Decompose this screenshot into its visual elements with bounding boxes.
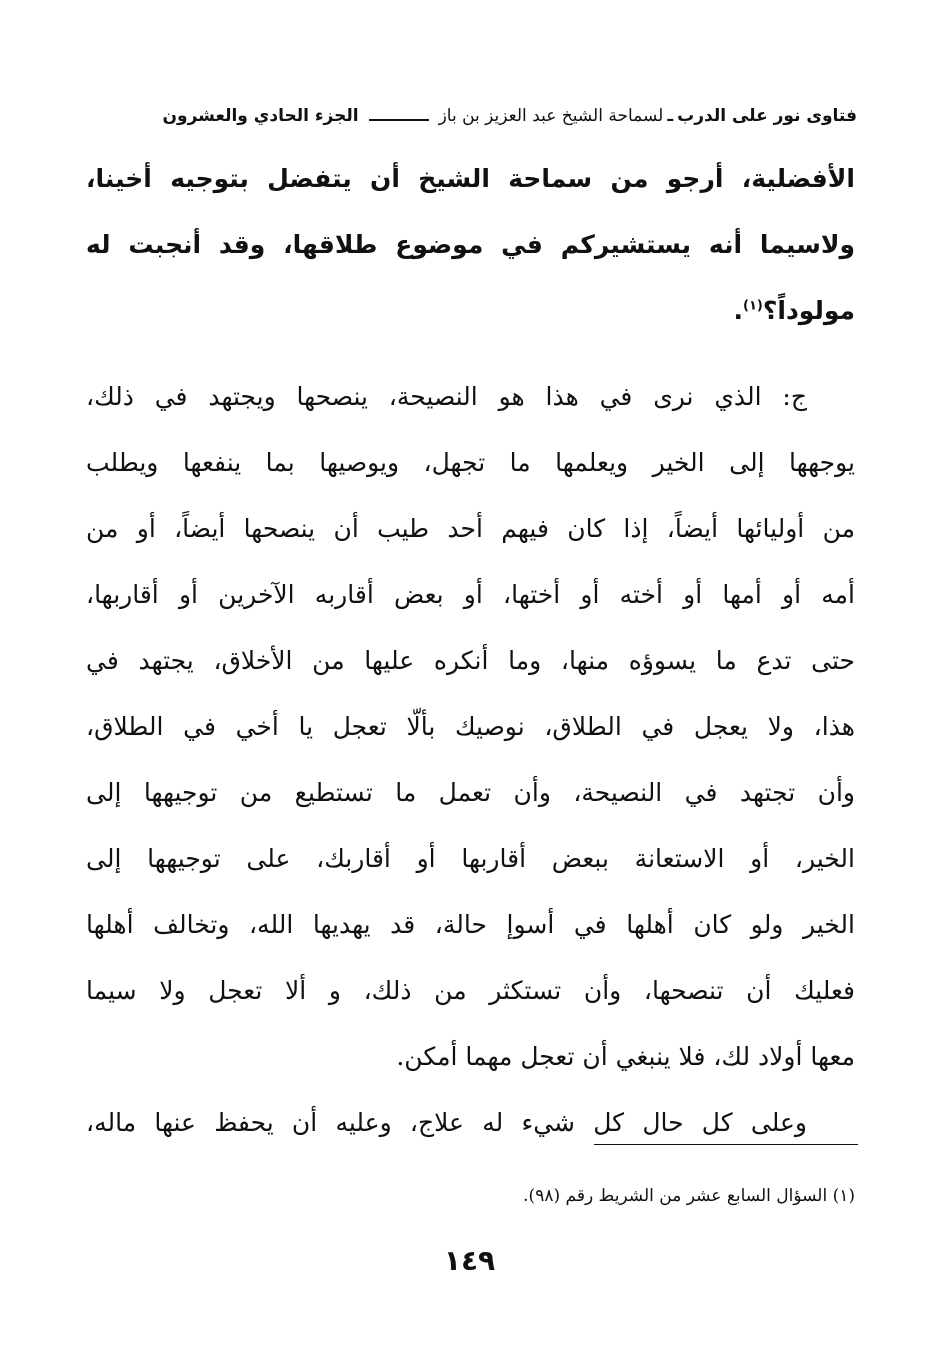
answer-line: حتى تدع ما يسوؤه منها، وما أنكره عليها من الأخلاق، يجتهد في xyxy=(86,646,855,675)
question-line: ولاسيما أنه يستشيركم في موضوع طلاقها، وقد أنجبت له xyxy=(86,230,855,259)
question-text: مولوداً؟ xyxy=(762,296,855,325)
footnote-reference: (١) xyxy=(743,298,763,314)
answer-line: وأن تجتهد في النصيحة، وأن تعمل ما تستطيع من توجيهها إلى xyxy=(86,778,855,807)
question-line: الأفضلية، أرجو من سماحة الشيخ أن يتفضل بتوجيه أخينا، xyxy=(86,164,855,193)
header-rule xyxy=(369,119,429,121)
answer-line: من أوليائها أيضاً، إذا كان فيهم أحد طيب أن ينصحها أيضاً، أو من xyxy=(86,514,855,543)
page-number: ١٤٩ xyxy=(443,1244,496,1277)
running-header xyxy=(88,98,857,134)
answer-line: فعليك أن تنصحها، وأن تستكثر من ذلك، و ألا تعجل ولا سيما xyxy=(86,976,855,1005)
closing-line: وعلى كل حال كل شيء له علاج، وعليه أن يحفظ عنها ماله، xyxy=(86,1108,807,1137)
answer-line: معها أولاد لك، فلا ينبغي أن تعجل مهما أمكن. xyxy=(396,1042,855,1071)
footnote: (١) السؤال السابع عشر من الشريط رقم (٩٨). xyxy=(523,1186,855,1206)
footnote-separator xyxy=(594,1144,858,1145)
paragraph-gap xyxy=(86,344,855,364)
header-book-title: فتاوى نور على الدرب xyxy=(677,106,857,126)
answer-line: أمه أو أمها أو أخته أو أختها، أو بعض أقاربه الآخرين أو أقاربها، xyxy=(86,580,855,609)
answer-line: الخير ولو كان أهلها في أسوإ حالة، قد يهديها الله، وتخالف أهلها xyxy=(86,910,855,939)
header-dash: ـ xyxy=(667,106,674,126)
answer-line: يوجهها إلى الخير ويعلمها ما تجهل، ويوصيها بما ينفعها ويطلب xyxy=(86,448,855,477)
page-body xyxy=(86,146,855,1156)
header-part: الجزء الحادي والعشرون xyxy=(162,106,359,126)
header-author: لسماحة الشيخ عبد العزيز بن باز xyxy=(438,106,664,126)
question-period: . xyxy=(733,296,744,325)
answer-line: هذا، ولا يعجل في الطلاق، نوصيك بألّا تعجل يا أخي في الطلاق، xyxy=(86,712,855,741)
answer-line: الخير، أو الاستعانة ببعض أقاربها أو أقاربك، على توجيهها إلى xyxy=(86,844,855,873)
answer-line: ج: الذي نرى في هذا هو النصيحة، ينصحها ويجتهد في ذلك، xyxy=(86,382,807,411)
question-line-end xyxy=(86,278,855,344)
